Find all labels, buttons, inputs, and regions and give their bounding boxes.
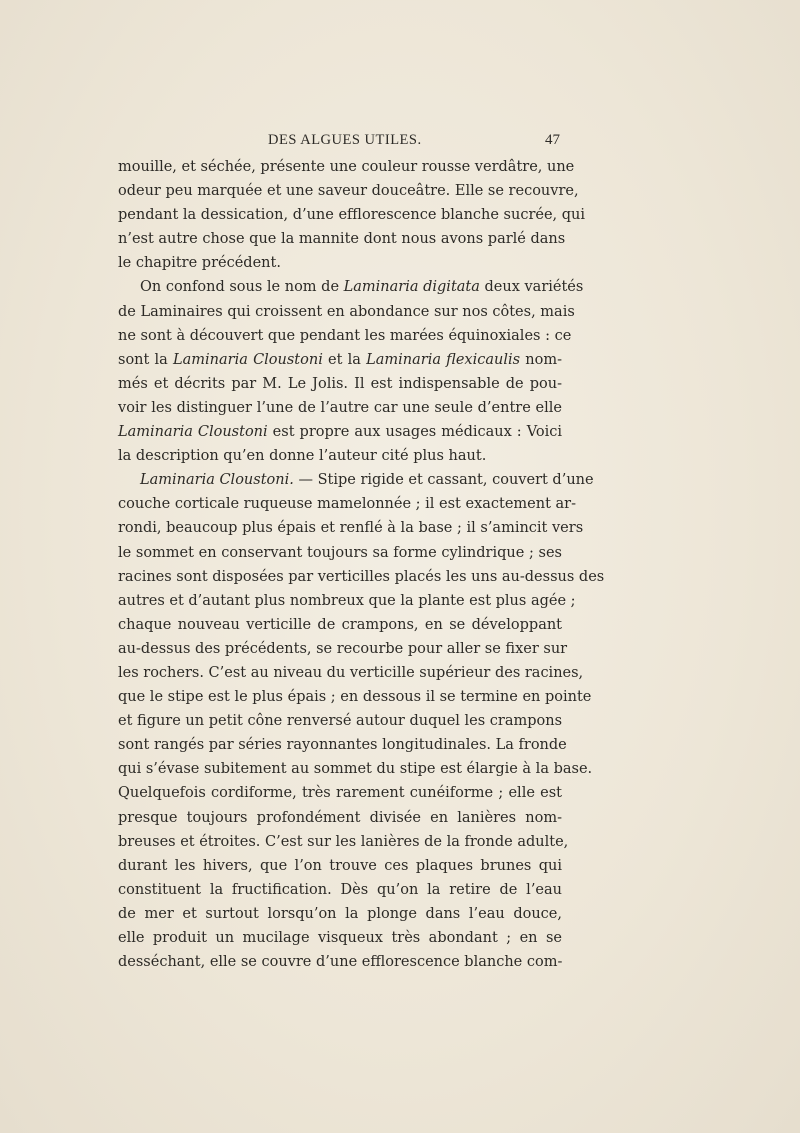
text-line-9 — [118, 348, 562, 372]
species-name: Laminaria Cloustoni. — [140, 472, 294, 489]
text-line-18: racines sont disposées par verticilles placés les uns au-dessus des — [118, 568, 605, 585]
text-run: On confond sous le nom de — [140, 279, 344, 296]
text-line-2: odeur peu marquée et une saveur douceâtre. Elle se recouvre, — [118, 183, 579, 200]
text-run: nom- — [520, 351, 562, 368]
text-line-24: et figure un petit cône renversé autour duquel les crampons — [118, 713, 563, 730]
text-run: deux variétés — [479, 279, 584, 296]
text-line-3: pendant la dessication, d’une efflorescence blanche sucrée, qui — [118, 207, 586, 224]
text-line-14 — [118, 468, 594, 492]
text-line-34: desséchant, elle se couvre d’une efflorescence blanche com- — [118, 954, 563, 971]
text-line-17: le sommet en conservant toujours sa forme cylindrique ; ses — [118, 544, 562, 561]
text-line-11: voir les distinguer l’une de l’autre car une seule d’entre elle — [118, 399, 562, 416]
text-line-5: le chapitre précédent. — [118, 255, 281, 272]
page-number: 47 — [545, 132, 560, 148]
text-line-33: elle produit un mucilage visqueux très abondant ; en se — [118, 930, 562, 946]
page-header — [118, 132, 562, 152]
text-line-8: ne sont à découvert que pendant les marées équinoxiales : ce — [118, 327, 572, 344]
species-name: Laminaria Cloustoni — [118, 424, 268, 441]
text-run: sont la — [118, 351, 174, 368]
text-line-32: de mer et surtout lorsqu’on la plonge dans l’eau douce, — [118, 905, 562, 922]
text-line-29: breuses et étroites. C’est sur les lanières de la fronde adulte, — [118, 833, 569, 850]
text-line-20: chaque nouveau verticille de crampons, en se développant — [118, 616, 562, 633]
species-name: Laminaria Cloustoni — [173, 351, 323, 368]
text-run: est propre aux usages médicaux : Voici — [267, 424, 562, 441]
text-run: — Stipe rigide et cassant, couvert d’une — [293, 472, 594, 489]
text-line-4: n’est autre chose que la mannite dont nous avons parlé dans — [118, 231, 566, 248]
text-line-26: qui s’évase subitement au sommet du stipe est élargie à la base. — [118, 761, 593, 778]
running-head: DES ALGUES UTILES. — [268, 132, 422, 148]
text-line-21: au-dessus des précédents, se recourbe pour aller se fixer sur — [118, 640, 568, 657]
text-line-1: mouille, et séchée, présente une couleur rousse verdâtre, une — [118, 159, 575, 175]
text-line-7: de Laminaires qui croissent en abondance sur nos côtes, mais — [118, 303, 575, 320]
species-name: Laminaria digitata — [343, 279, 480, 296]
text-line-19: autres et d’autant plus nombreux que la plante est plus agée ; — [118, 592, 576, 609]
text-line-25: sont rangés par séries rayonnantes longitudinales. La fronde — [118, 737, 567, 754]
text-line-16: rondi, beaucoup plus épais et renflé à la base ; il s’amincit vers — [118, 520, 584, 537]
text-line-22: les rochers. C’est au niveau du verticille supérieur des racines, — [118, 664, 584, 681]
species-name: Laminaria flexicaulis — [366, 351, 521, 368]
text-run: et la — [322, 351, 367, 368]
text-line-31: constituent la fructification. Dès qu’on la retire de l’eau — [118, 881, 562, 898]
text-line-28: presque toujours profondément divisée en lanières nom- — [118, 809, 562, 826]
body-text — [118, 155, 605, 974]
text-line-6 — [118, 275, 584, 299]
text-line-15: couche corticale ruqueuse mamelonnée ; il est exactement ar- — [118, 496, 577, 513]
text-line-13: la description qu’en donne l’auteur cité plus haut. — [118, 448, 487, 465]
text-line-30: durant les hivers, que l’on trouve ces plaques brunes qui — [118, 857, 562, 874]
text-line-27: Quelquefois cordiforme, très rarement cunéiforme ; elle est — [118, 785, 562, 802]
text-line-23: que le stipe est le plus épais ; en dessous il se termine en pointe — [118, 689, 592, 706]
text-line-12 — [118, 420, 562, 444]
text-line-10: més et décrits par M. Le Jolis. Il est indispensable de pou- — [118, 375, 562, 392]
